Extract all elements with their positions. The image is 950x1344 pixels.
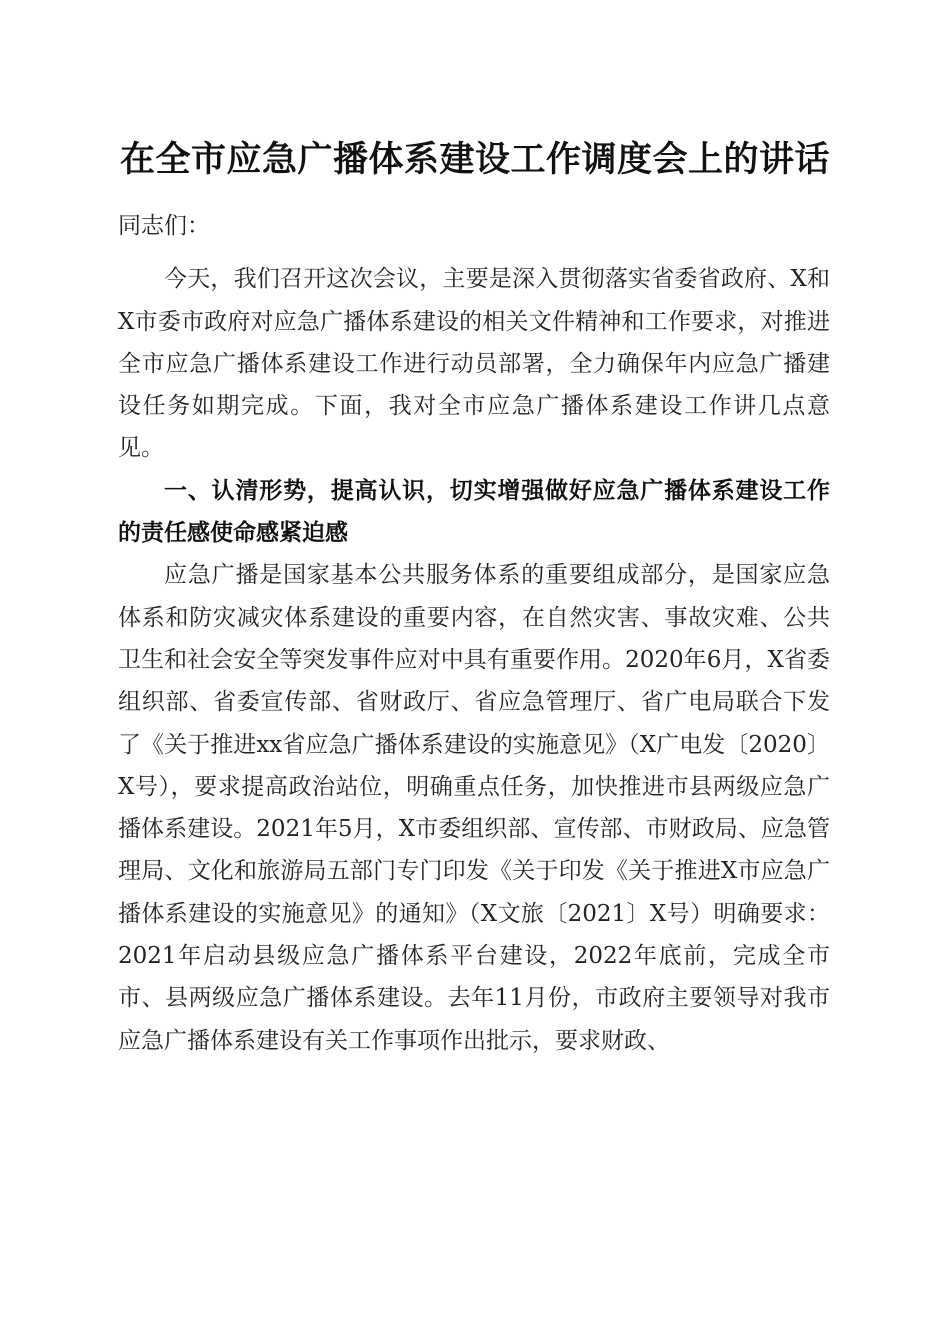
salutation: 同志们： <box>118 213 210 239</box>
document-body <box>118 205 830 1062</box>
section-heading: 一、认清形势，提高认识，切实增强做好应急广播体系建设工作的责任感使命感紧迫感 <box>118 477 830 547</box>
section-paragraph: 应急广播是国家基本公共服务体系的重要组成部分，是国家应急体系和防灾减灾体系建设的重要内容，在自然灾害、事故灾难、公共卫生和社会安全等突发事件应对中具有重要作用。2020年6月，X省委组织部、省委宣传部、省财政厅、省应急管理厅、省广电局联合下发了《关于推进xx省应急广播体系建设的实施意见》（X广电发〔2020〕X号），要求提高政治站位，明确重点任务，加快推进市县两级应急广播体系建设。2021年5月，X市委组织部、宣传部、市财政局、应急管理局、文化和旅游局五部门专门印发《关于印发《关于推进X市应急广播体系建设的实施意见》的通知》（X文旅〔2021〕X号）明确要求：2021年启动县级应急广播体系平台建设，2022年底前，完成全市市、县两级应急广播体系建设。去年11月份，市政府主要领导对我市应急广播体系建设有关工作事项作出批示，要求财政、 <box>118 562 830 1054</box>
intro-paragraph: 今天，我们召开这次会议，主要是深入贯彻落实省委省政府、X和X市委市政府对应急广播体系建设的相关文件精神和工作要求，对推进全市应急广播体系建设工作进行动员部署，全力确保年内应急广播建设任务如期完成。下面，我对全市应急广播体系建设工作讲几点意见。 <box>118 266 830 462</box>
document-title: 在全市应急广播体系建设工作调度会上的讲话 <box>119 139 830 180</box>
